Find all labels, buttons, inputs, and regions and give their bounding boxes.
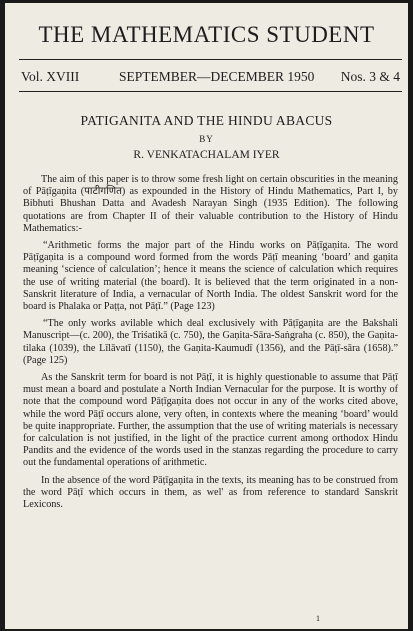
paragraph-argument: As the Sanskrit term for board is not Pāṭī, it is highly questionable to assume that Pāṭī must mean a board and postulate a North Indian Vernacular for the purpose. It is worthy of note that the compound word Pāṭīgaṇita does not occur in any of the works cited above, while the word Pāṭī occurs alone, very often, in contexts where the meaning ‘board’ would be quite inappropriate. Further, the assumption that the use of writing materials is necessary for calculation is not justified, in the light of the practice current among orthodox Hindu Pandits and the evidence of the words used in the stanzas regarding the procedure to carry out the fundamental operations of arithmetic.: [23, 372, 398, 469]
page-number: 1: [316, 614, 320, 623]
article-author: R. VENKATACHALAM IYER: [133, 149, 280, 161]
masthead-top-rule: [19, 59, 402, 60]
article-body: [23, 174, 398, 516]
paragraph-conclusion: In the absence of the word Pāṭīgaṇita in the texts, its meaning has to be construed from the word Pāṭī which occurs in them, as wel' as from reference to standard Sanskrit Lexicons.: [23, 474, 398, 511]
masthead-bottom-rule: [19, 91, 402, 92]
issue-numbers: Nos. 3 & 4: [340, 69, 400, 84]
paragraph-intro: The aim of this paper is to throw some fresh light on certain obscurities in the meaning of Pāṭīgaṇita (पाटीगणित) as expounded in the History of Hindu Mathematics, Part I, by Bibhuti Bhushan Datta and Avadesh Narayan Singh (1935 Edition). The following quotations are from Chapter II of their valuable contribution to the History of Hindu Mathematics:-: [23, 174, 398, 234]
volume-label: Vol. XVIII: [21, 69, 80, 84]
paragraph-quote-2: “The only works avilable which deal exclusively with Pāṭīgaṇita are the Bakshali Manuscript—(c. 200), the Triśatikā (c. 750), the Gaṇita-Sāra-Saṅgraha (c. 850), the Gaṇita-tilaka (1039), the Līlāvatī (1150), the Gaṇita-Kaumudī (1356), and the Pāṭī-sāra (1658).” (Page 125): [23, 318, 398, 366]
issue-date: SEPTEMBER—DECEMBER 1950: [119, 69, 315, 84]
journal-page: [5, 3, 408, 629]
article-byline: BY: [199, 134, 214, 144]
article-title: PATIGANITA AND THE HINDU ABACUS: [80, 113, 333, 128]
journal-title: THE MATHEMATICS STUDENT: [38, 22, 375, 47]
paragraph-quote-1: “Arithmetic forms the major part of the Hindu works on Pāṭīgaṇita. The word Pāṭīgaṇita is a compound word formed from the words Pāṭī meaning ‘board’ and gaṇita meaning ‘science of calculation’; hence it means the science of calculation which requires the use of writing material (the board). It is believed that the term originated in a non-Sanskrit literature of India, a vernacular of North India. The oldest Sanskrit word for the board is Phalaka or Paṭṭa, not Pāṭī.” (Page 123): [23, 240, 398, 313]
